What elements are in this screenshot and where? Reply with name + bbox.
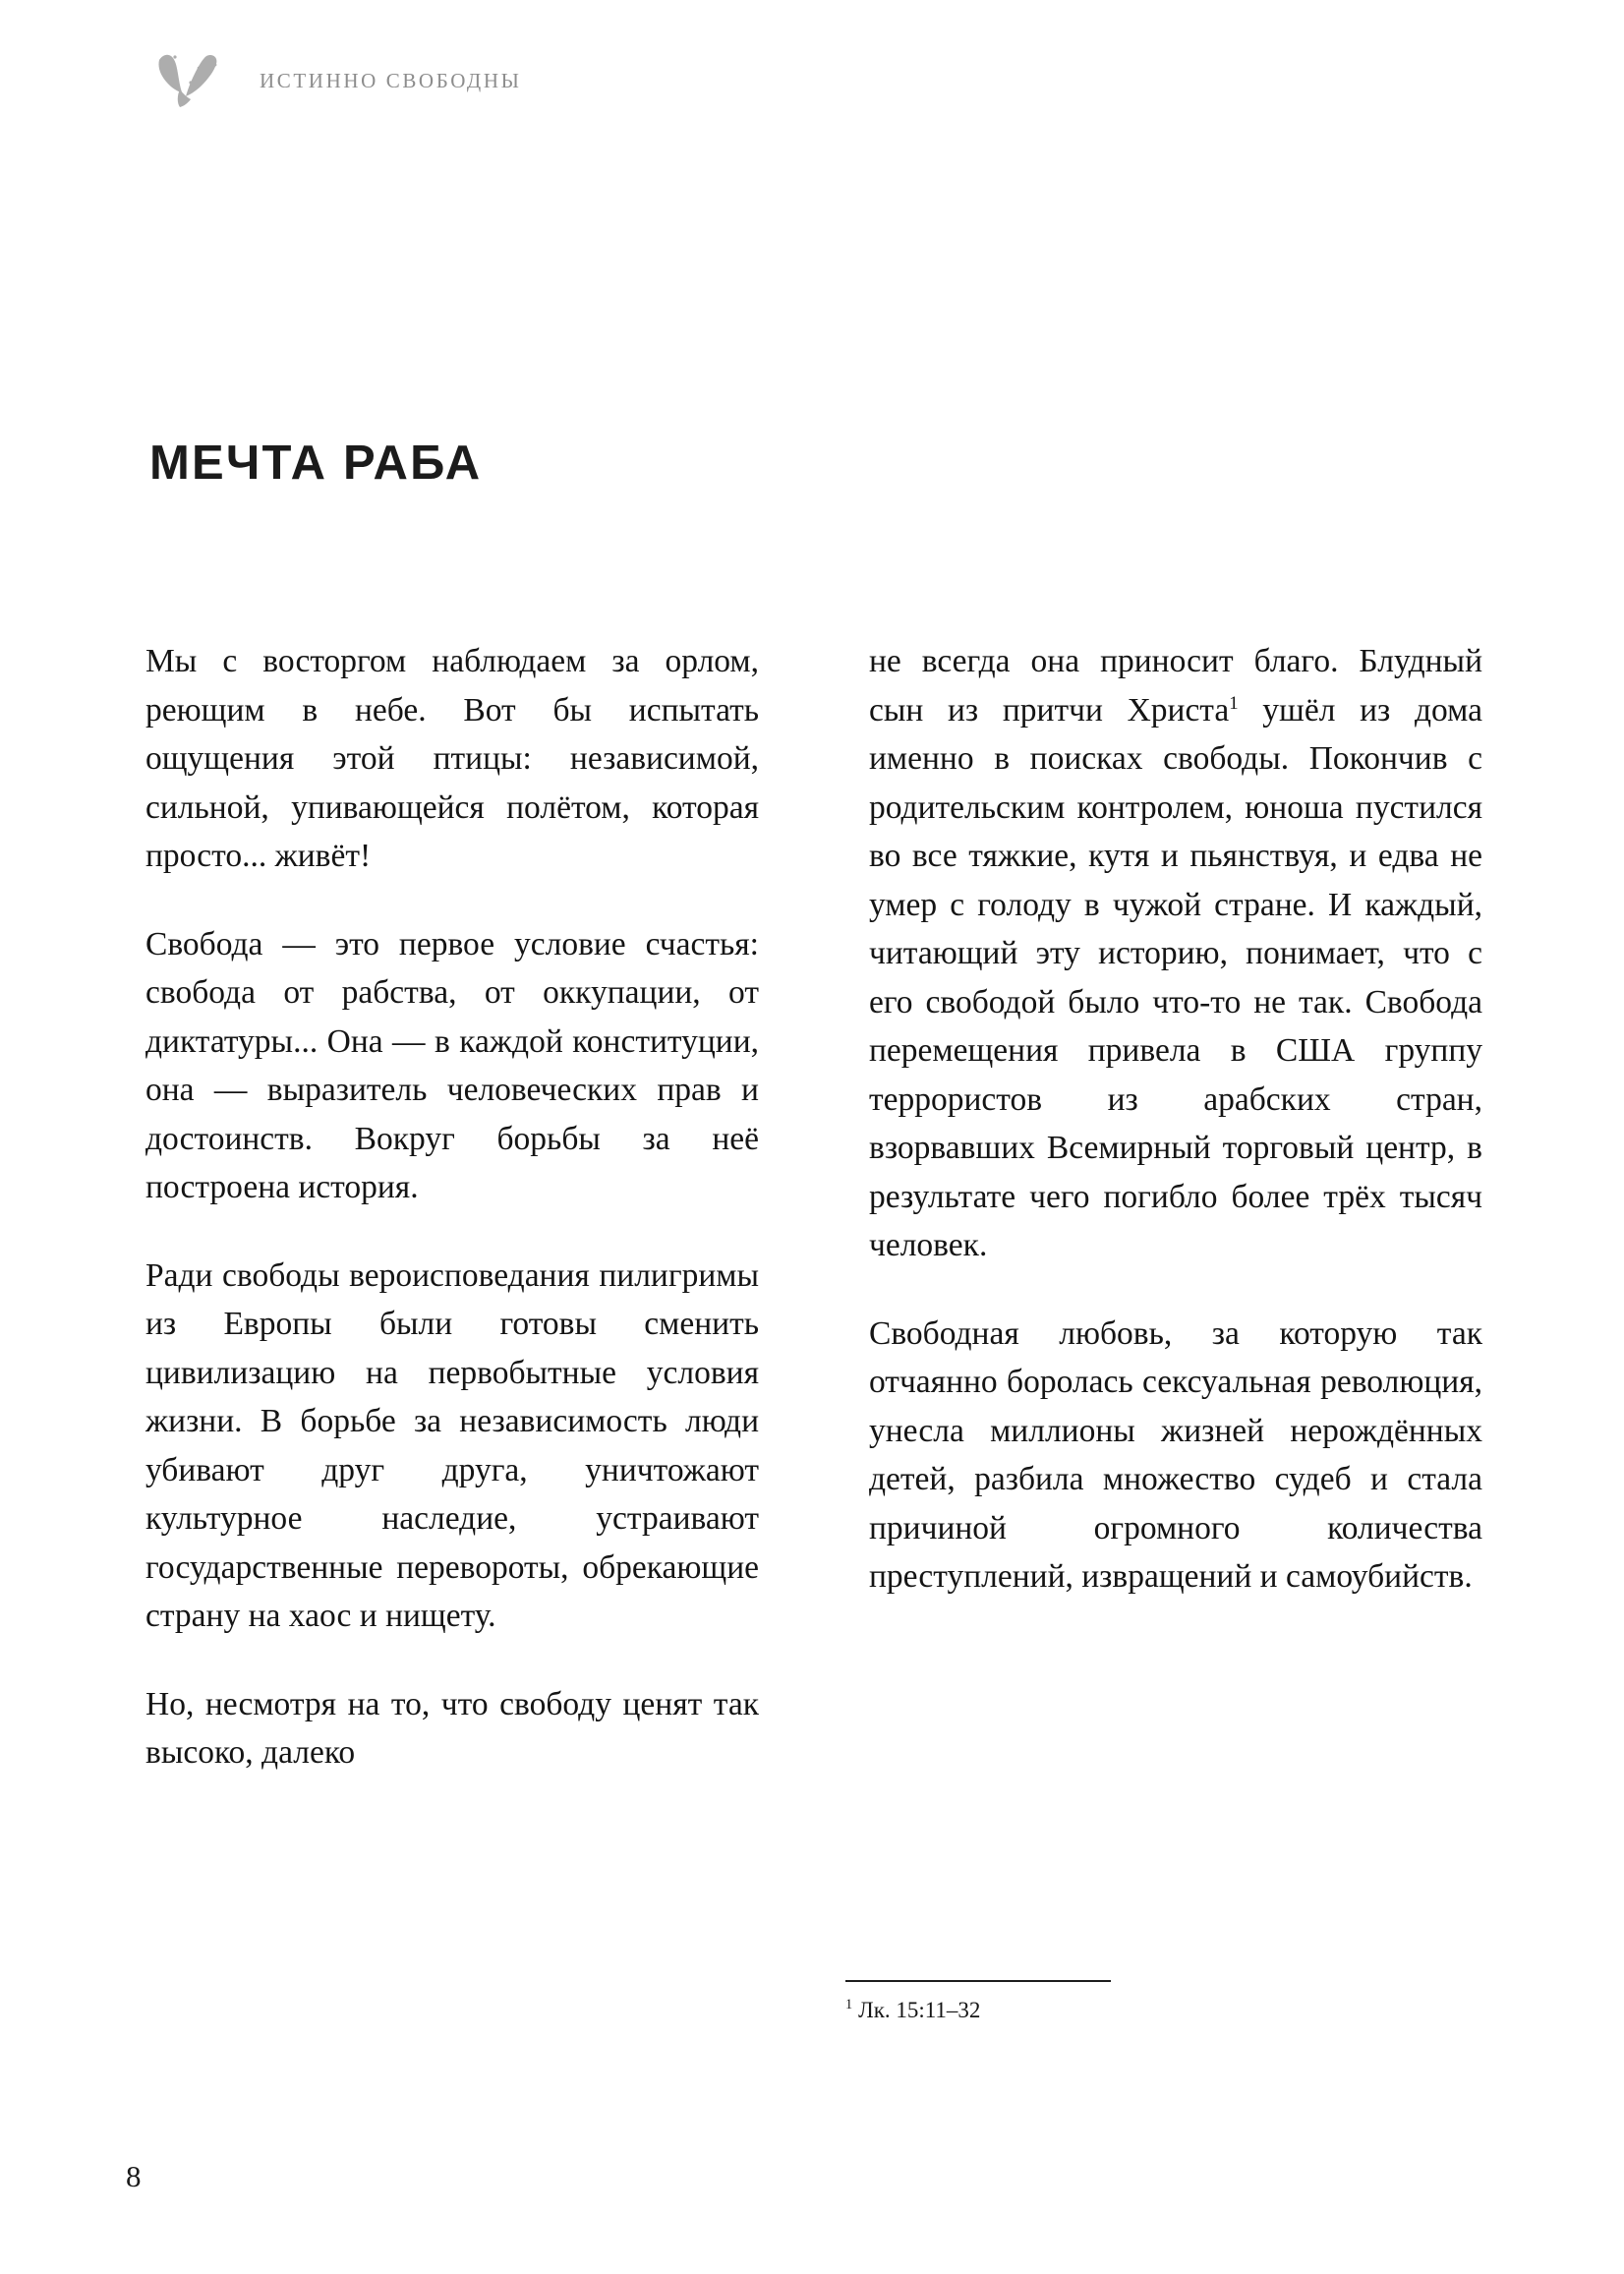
chapter-title: МЕЧТА РАБА	[149, 436, 483, 490]
paragraph: Но, несмотря на то, что свободу ценят так высоко, далеко	[145, 1685, 759, 1771]
footnote-reference[interactable]: 1	[1229, 692, 1239, 714]
body-columns	[145, 637, 1482, 1778]
right-column	[869, 637, 1482, 1778]
paragraph	[869, 637, 1482, 1270]
paragraph: Свободная любовь, за которую так отчаянно боролась сексуальная революция, унесла миллионы жизней нерождённых детей, разбила множество судеб и стала причиной огромного количества преступлений, извращений и самоубийств.	[869, 1314, 1482, 1595]
running-head	[147, 51, 522, 110]
paragraph-text-before: не всегда она приносит благо. Блудный сын из притчи Христа	[869, 643, 1482, 729]
dove-icon	[147, 50, 224, 111]
paragraph: Свобода — это первое условие счастья: свобода от рабства, от оккупации, от диктатуры... Она — в каждой конституции, она — выразитель человеческих прав и достоинств. Вокруг борьбы за неё построена история.	[145, 925, 759, 1205]
paragraph: Мы с восторгом наблюдаем за орлом, реющим в небе. Вот бы испытать ощущения этой птицы: независимой, сильной, упивающейся полётом, которая просто... живёт!	[145, 643, 759, 874]
footnote	[845, 1980, 1170, 2025]
footnote-separator	[845, 1980, 1111, 1982]
paragraph-text-after: ушёл из дома именно в поисках свободы. Покончив с родительским контролем, юноша пустился во все тяжкие, кутя и пьянствуя, и едва не умер с голоду в чужой стране. И каждый, читающий эту историю, понимает, что с его свободой было что-то не так. Свобода перемещения привела в США группу террористов из арабских стран, взорвавших Всемирный торговый центр, в результате чего погибло более трёх тысяч человек.	[869, 691, 1482, 1263]
left-column	[145, 637, 759, 1778]
footnote-citation: Лк. 15:11–32	[858, 1998, 981, 2022]
paragraph: Ради свободы вероисповедания пилигримы из Европы были готовы сменить цивилизацию на первобытные условия жизни. В борьбе за независимость люди убивают друг друга, уничтожают культурное наследие, устраивают государственные перевороты, обрекающие страну на хаос и нищету.	[145, 1256, 759, 1634]
footnote-text	[845, 1996, 1170, 2025]
footnote-marker: 1	[845, 1997, 853, 2013]
running-head-title: ИСТИННО СВОБОДНЫ	[260, 68, 522, 92]
page-number: 8	[126, 2159, 142, 2193]
